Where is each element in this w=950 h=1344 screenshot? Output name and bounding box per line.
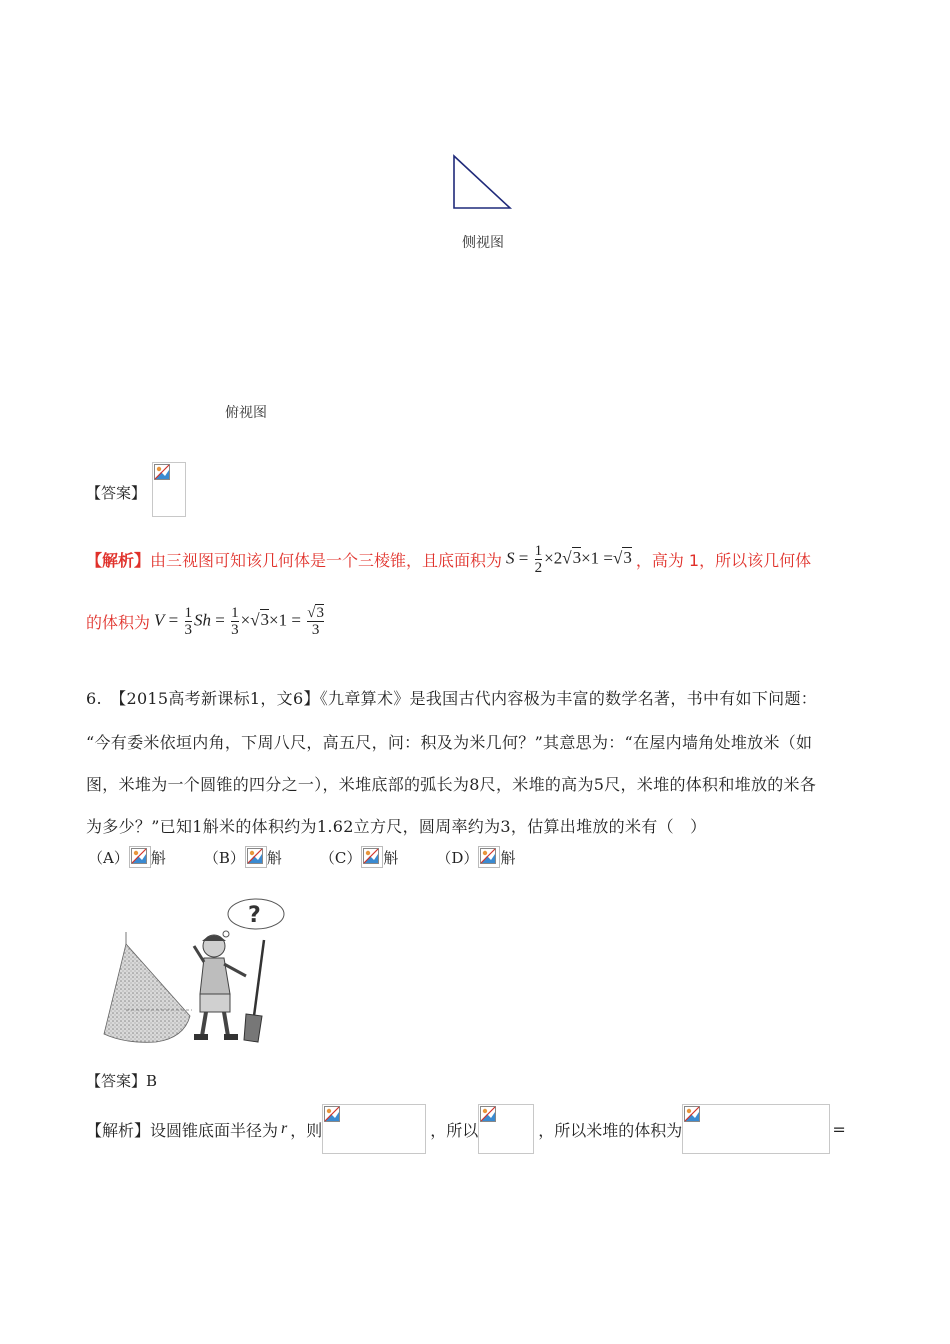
side-view-triangle (448, 150, 518, 214)
side-view-caption: 侧视图 (462, 235, 504, 251)
analysis-2-text-4: ，所以米堆的体积为 (538, 1120, 683, 1140)
option-a[interactable]: （A） 斛 (88, 846, 166, 868)
analysis-2-text-3: ，所以 (430, 1120, 479, 1140)
analysis-2-text-2: ，则 (290, 1120, 323, 1140)
option-image-placeholder (245, 846, 267, 868)
analysis-label: 【解析】 (86, 550, 151, 570)
answer-options (88, 846, 553, 868)
svg-text:?: ? (248, 903, 261, 928)
question-line-1: 6. 【2015高考新课标1，文6】《九章算术》是我国古代内容极为丰富的数学名著，书中有如下问题： (86, 689, 818, 708)
volume-formula: V = $\frac{1}{3}$ Sh = $\frac{1}{3}$ ×√3×1 = $\frac{√3}{3}$ (154, 604, 324, 638)
top-view-caption: 俯视图 (225, 405, 267, 421)
analysis-line-1 (86, 538, 811, 580)
analysis-2-line (86, 1104, 846, 1154)
broken-image-icon (363, 848, 379, 864)
answer-label: 【答案】 (86, 484, 147, 502)
rice-pile-illustration (96, 884, 296, 1054)
analysis-line-2 (86, 598, 326, 644)
option-d[interactable]: （D） 斛 (436, 846, 515, 868)
option-image-placeholder (129, 846, 151, 868)
analysis-text-2: 的体积为 (86, 612, 151, 632)
option-b[interactable]: （B） 斛 (204, 846, 282, 868)
analysis-2-text-5: = (832, 1119, 846, 1139)
formula-image-placeholder-2 (478, 1104, 534, 1154)
answer-2: 【答案】B (86, 1072, 158, 1090)
answer-image-placeholder (152, 462, 186, 517)
formula-image-placeholder-1 (322, 1104, 426, 1154)
analysis-2-label: 【解析】 (86, 1120, 151, 1140)
option-image-placeholder (361, 846, 383, 868)
broken-image-icon (324, 1106, 340, 1122)
broken-image-icon (131, 848, 147, 864)
question-line-3: 图，米堆为一个圆锥的四分之一），米堆底部的弧长为8尺，米堆的高为5尺，米堆的体积和堆放的米各 (86, 775, 817, 794)
broken-image-icon (247, 848, 263, 864)
option-c[interactable]: （C） 斛 (320, 846, 399, 868)
broken-image-icon (684, 1106, 700, 1122)
analysis-text-1: 由三视图可知该几何体是一个三棱锥，且底面积为 (150, 550, 503, 570)
formula-image-placeholder-3 (682, 1104, 830, 1154)
broken-image-icon (154, 464, 170, 480)
question-line-2: “今有委米依垣内角，下周八尺，高五尺，问：积及为米几何？”其意思为：“在屋内墙角处堆放米（如 (86, 733, 813, 752)
radius-variable: r (281, 1120, 288, 1137)
question-line-4: 为多少？”已知1斛米的体积约为1.62立方尺，圆周率约为3，估算出堆放的米有（ ） (86, 817, 707, 836)
analysis-2-text-1: 设圆锥底面半径为 (150, 1120, 279, 1140)
broken-image-icon (480, 848, 496, 864)
broken-image-icon (480, 1106, 496, 1122)
option-image-placeholder (478, 846, 500, 868)
analysis-text-1b: ，高为 1，所以该几何体 (635, 550, 812, 570)
base-area-formula: S = $\frac{1}{2}$ ×2√3×1 =√3 (506, 542, 632, 576)
